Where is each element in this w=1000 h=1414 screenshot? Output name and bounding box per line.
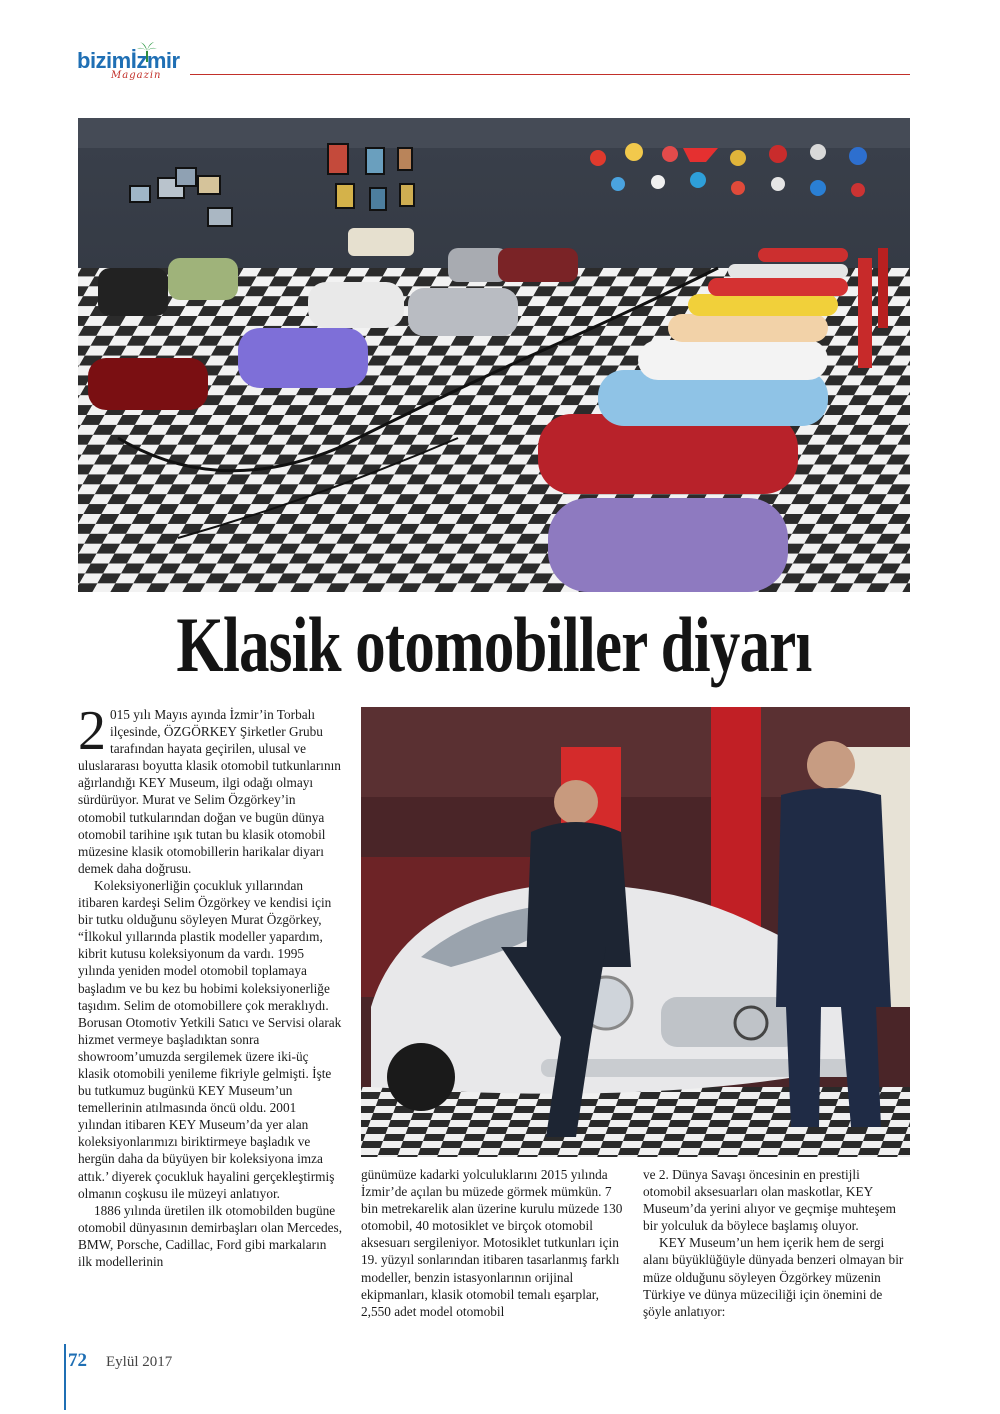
logo-wordmark: bizimİzmir bbox=[77, 48, 180, 73]
owners-portrait-photo bbox=[361, 707, 910, 1157]
article-paragraph: günümüze kadarki yolculuklarını 2015 yılında İzmir’de açılan bu müzede görmek mümkün. 7 bin metrekarelik alan üzerine kurulu müzede 130 otomobil, 40 motosiklet ve birçok otomobil aksesuarı sergileniyor. Motosiklet tutkunları için 19. yüzyıl sonlarından itibaren tasarlanmış farklı modeller, benzin istasyonlarının orijinal ekipmanları, klasik otomobil temalı eşarplar, 2,550 adet model otomobil bbox=[361, 1167, 623, 1319]
article-paragraph: Koleksiyonerliğin çocukluk yıllarından itibaren kardeşi Selim Özgörkey ve kendisi için bir tutku olduğunu söyleyen Murat Özgörkey, “İlkokul yıllarında plastik modeller yapardım, kibrit kutusu koleksiyonum da vardı. 1995 yılında yeniden model otomobil toplamaya başladım ve bu kez bu hobimi koleksiyonerliğe taşıdım. Selim de otomobillere çok meraklıydı. Borusan Otomotiv Yetkili Satıcı ve Servisi olarak hizmet vermeye başladıktan sonra showroom’umuzda sergilemek üzere iki-üç klasik otomobili yenileme fikriyle gelmişti. İşte bu tutkumuz bugünkü KEY Museum’un temellerinin atılmasında öncü oldu. 2001 yılından itibaren KEY Museum’da yer alan koleksiyonlarımızı biriktirmeye başladık ve hergün daha da büyüyen bir koleksiyona imza attık.’ diyerek çocukluk hayalini gerçekleştirmiş olmanın coşkusu ile müzeyi anlatıyor. bbox=[78, 877, 342, 1201]
article-column-3 bbox=[643, 1166, 910, 1342]
issue-date: Eylül 2017 bbox=[106, 1354, 173, 1370]
article-paragraph bbox=[78, 700, 343, 877]
logo-tagline: Magazin bbox=[111, 70, 162, 81]
article-paragraph: ve 2. Dünya Savaşı öncesinin en prestijli otomobil aksesuarları olan maskotlar, KEY Museum’da yerini alıyor ve geçmişe muhteşem bir yolculuk da böylece başlamış oluyor. bbox=[643, 1167, 896, 1234]
article-paragraph: 1886 yılında üretilen ilk otomobilden bugüne otomobil dünyasının demirbaşları olan Mercedes, BMW, Porsche, Cadillac, Ford gibi markaların ilk modellerinin bbox=[78, 1202, 343, 1269]
museum-hall-photo bbox=[78, 118, 910, 592]
drop-cap: 2 bbox=[78, 700, 106, 762]
header-rule bbox=[190, 74, 910, 75]
folio-rule bbox=[64, 1344, 66, 1410]
article-title: Klasik otomobiller diyarı bbox=[176, 601, 812, 688]
paragraph-text: 015 yılı Mayıs ayında İzmir’in Torbalı ilçesinde, ÖZGÖRKEY Şirketler Grubu tarafından hayata geçirilen, ulusal ve uluslararası boyutta klasik otomobil tutkunlarının ağırlandığı KEY Museum, ilgi odağı olmayı sürdürüyor. Murat ve Selim Özgörkey’in otomobil tutkularından doğan ve bugün dünya otomobil tarihine ışık tutan bu klasik otomobil müzesine klasik otomobillerin harikalar diyarı demek daha doğrusu. bbox=[78, 707, 341, 876]
magazine-logo bbox=[77, 48, 197, 88]
palm-tree-icon bbox=[137, 42, 157, 62]
article-column-2 bbox=[361, 1166, 625, 1342]
article-column-1 bbox=[78, 700, 343, 1340]
article-paragraph: KEY Museum’un hem içerik hem de sergi alanı büyüklüğüyle dünyada benzeri olmayan bir müze olduğunu söyleyen Özgörkey müzenin Türkiye ve dünya müzeciliği için önemini de şöyle anlatıyor: bbox=[643, 1235, 904, 1319]
page-number: 72 bbox=[68, 1350, 87, 1371]
